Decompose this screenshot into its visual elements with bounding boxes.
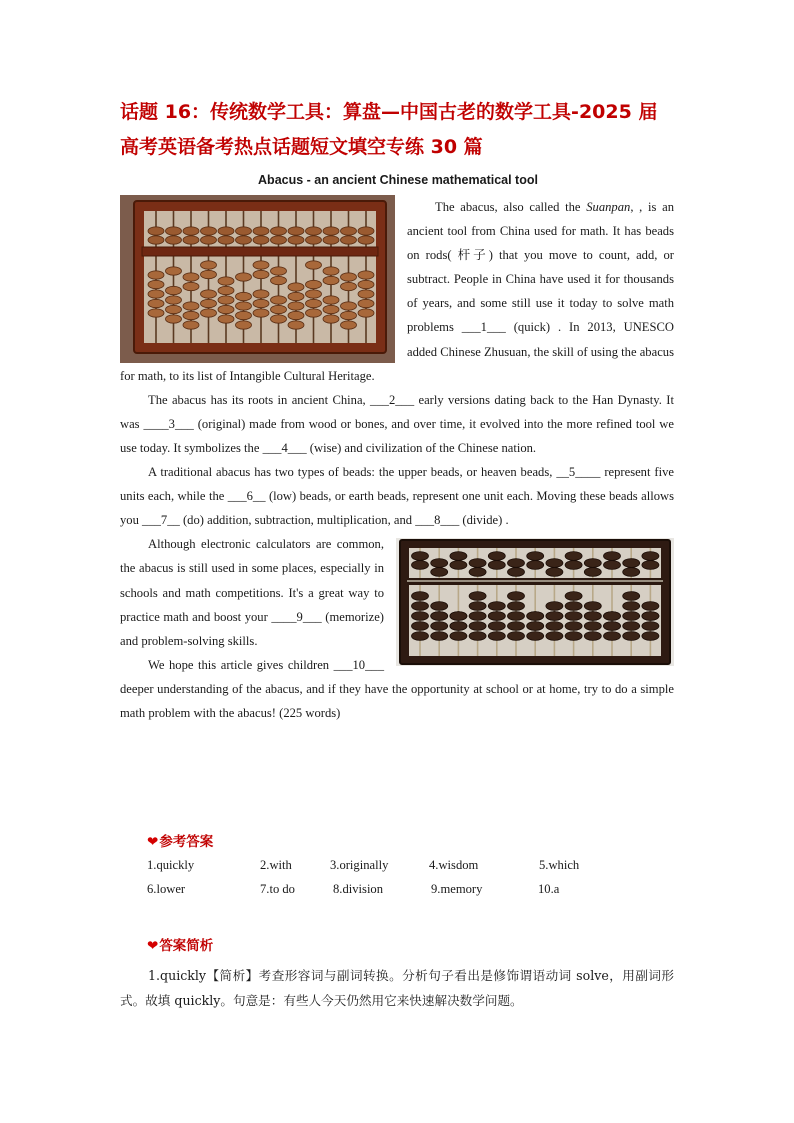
paragraph-3: A traditional abacus has two types of beads: the upper beads, or heaven beads, __5____ represent five units each, while the ___6__ (low) beads, or earth beads, represent one unit each. Moving these beads allows you ___7__ (do) addition, subtraction, multiplication, and ___8___ (divide) .	[120, 465, 674, 528]
answer-item: 6.lower	[147, 882, 186, 896]
analysis-heading	[147, 934, 213, 954]
answer-item: 8.division	[333, 882, 384, 896]
article-body	[120, 195, 674, 725]
suanpan-term: Suanpan	[586, 200, 631, 214]
paragraph-1: The abacus, also called the Suanpan , , is an ancient tool from China used for math. It has beads on rods( 杆子) that you move to count, add, or subtract. People in China have used it for thousands of years, and some still use it today to solve math problems ___1___ (quick) . In 2013, UNESCO added Chinese Zhusuan, the skill of using the abacus for math, to its list of Intangible Cultural Heritage.	[120, 195, 674, 388]
paragraph-2: The abacus has its roots in ancient China, ___2___ early versions dating back to the Han Dynasty. It was ____3___ (original) made from wood or bones, and over time, it evolved into the more refined tool we use today. It symbolizes the ___4___ (wise) and civilization of the Chinese nation.	[120, 392, 674, 455]
wooden-abacus-photo	[120, 195, 395, 363]
answer-item: 5.which	[539, 858, 580, 872]
article-title: Abacus - an ancient Chinese mathematical tool	[258, 173, 538, 187]
answer-item: 2.with	[260, 858, 292, 872]
analysis-body	[120, 964, 674, 1013]
document-title: 话题 16：传统数学工具：算盘—中国古老的数学工具-2025 届高考英语备考热点话题短文填空专练 30 篇	[120, 101, 658, 158]
paragraph-1-text-b: , is an ancient tool from China used for math. It has beads on rods( 杆子) that you move to count, add, or subtract. People in China have used it for thousands of years, and some still use it today to solve math problems ___1___ (quick) . In 2013, UNESCO added Chinese Zhusuan, the skill of using the abacus for math, to its list of Intangible Cultural Heritage.	[120, 200, 675, 383]
analysis-heading-text: 答案简析	[159, 938, 214, 954]
answer-item: 3.originally	[330, 858, 389, 872]
answer-item: 9.memory	[431, 882, 483, 896]
paragraph-4	[120, 532, 674, 652]
answers-heading-text: 参考答案	[159, 834, 214, 850]
answer-item: 1.quickly	[147, 858, 195, 872]
answer-item: 4.wisdom	[429, 858, 479, 872]
dark-abacus-photo	[396, 538, 674, 666]
heart-icon: ❤	[147, 938, 159, 954]
answer-item: 10.a	[538, 882, 560, 896]
answer-item: 7.to do	[260, 882, 295, 896]
heart-icon: ❤	[147, 834, 159, 850]
analysis-paragraph: 1.quickly【简析】考查形容词与副词转换。分析句子看出是修饰谓语动词 solve，用副词形式。故填 quickly。句意是：有些人今天仍然用它来快速解决数学问题。	[120, 968, 674, 1008]
answers-heading	[147, 830, 213, 850]
paragraph-4-text: Although electronic calculators are common, the abacus is still used in some places, especially in schools and math competitions. It's a great way to practice math and boost your ____9___ (memorize) and problem-solving skills.	[120, 537, 384, 648]
paragraph-1-text-a: The abacus, also called the	[435, 200, 587, 214]
paragraph-5: We hope this article gives children ___10___ deeper understanding of the abacus, and if they have the opportunity at school or at home, try to do a simple math problem with the abacus! (225 words)	[120, 657, 674, 720]
